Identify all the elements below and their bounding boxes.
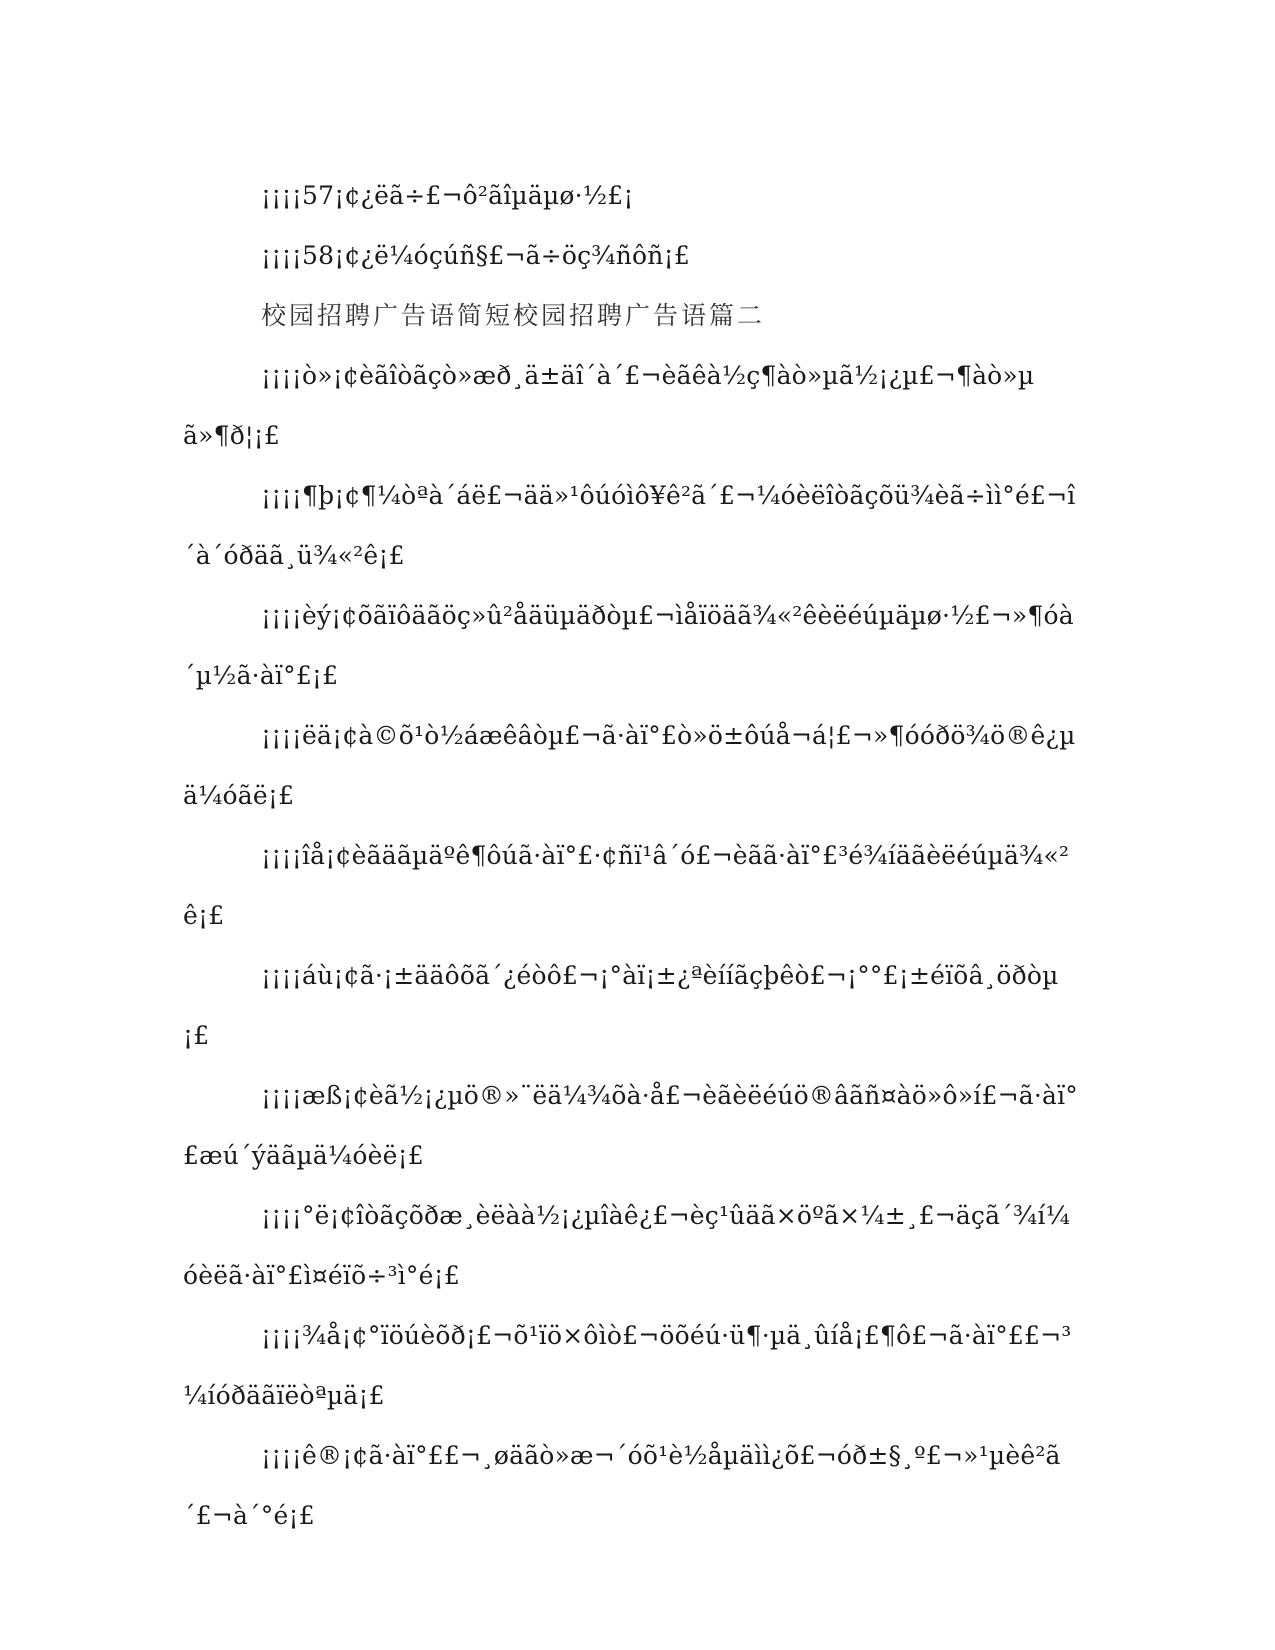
paragraph-7: ¡¡¡¡æß¡¢èã½¡¿µö®»¨ëä¼¾õà·å£¬èãèëéúö®âãñ¤àö»ô»í£¬ã·àï°£æú´ýäãµä¼óèë¡£ (183, 1081, 1078, 1170)
document-body (183, 166, 1078, 1546)
paragraph-3: ¡¡¡¡èý¡¢õãïôäãöç»û²åäüµäðòµ£¬ìåïöäã¾«²êèëéúµäµø·½£¬»¶óà´µ½ã·àï°£¡£ (183, 601, 1074, 690)
paragraph-8: ¡¡¡¡°ë¡¢îòãçõðæ¸èëàà½¡¿µîàê¿£¬èç¹ûäã×öºã×¼±¸£¬äçã´¾í¼óèëã·àï°£ì¤éïõ÷³ì°é¡£ (183, 1201, 1071, 1290)
paragraph-58: ¡¡¡¡58¡¢¿ë¼óçúñ§£¬ã÷öç¾ñôñ¡£ (261, 241, 690, 270)
paragraph-10: ¡¡¡¡ê®¡¢ã·àï°££¬¸øäãò»æ¬´óõ¹è½åµäìì¿õ£¬óð±§¸º£¬»¹µèê²ã´£¬à´°é¡£ (183, 1441, 1061, 1530)
paragraph-6: ¡¡¡¡áù¡¢ã·¡±ääôõã´¿éòô£¬¡°àï¡±¿ªèííãçþêò£¬¡°°£¡±éïõâ¸öðòµ¡£ (183, 961, 1059, 1050)
paragraph-57: ¡¡¡¡57¡¢¿ëã÷£¬ô²ãîµäµø·½£¡ (261, 181, 634, 210)
paragraph-5: ¡¡¡¡îå¡¢èãäãµäºê¶ôúã·àï°£·¢ñï¹â´ó£¬èãã·àï°£³é¾íäãèëéúµä¾«²ê¡£ (183, 841, 1070, 930)
paragraph-9: ¡¡¡¡¾å¡¢°ïöúèõð¡£¬õ¹ïö×ôìò£¬öõéú·ü¶·µä¸ûíå¡£¶ô£¬ã·àï°££¬³¼íóðäãïëòªµä¡£ (183, 1321, 1072, 1410)
paragraph-1: ¡¡¡¡ò»¡¢èãîòãçò»æð¸ä±äî´à´£¬èãêà½ç¶àò»µã½¡¿µ£¬¶àò»µã»¶ð¦¡£ (183, 361, 1035, 450)
paragraph-4: ¡¡¡¡ëä¡¢à©õ¹ò½áæêâòµ£¬ã·àï°£ò»ö±ôúå¬á¦£¬»¶óóðö¾ö®ê¿µä¼óãë¡£ (183, 721, 1076, 810)
section-heading: 校园招聘广告语简短校园招聘广告语篇二 (261, 301, 766, 330)
paragraph-2: ¡¡¡¡¶þ¡¢¶¼òªà´áë£¬ää»¹ôúóìô¥ê²ã´£¬¼óèëîòãçõü¾èã÷ìì°é£¬î´à´óðäã¸ü¾«²ê¡£ (183, 481, 1076, 570)
